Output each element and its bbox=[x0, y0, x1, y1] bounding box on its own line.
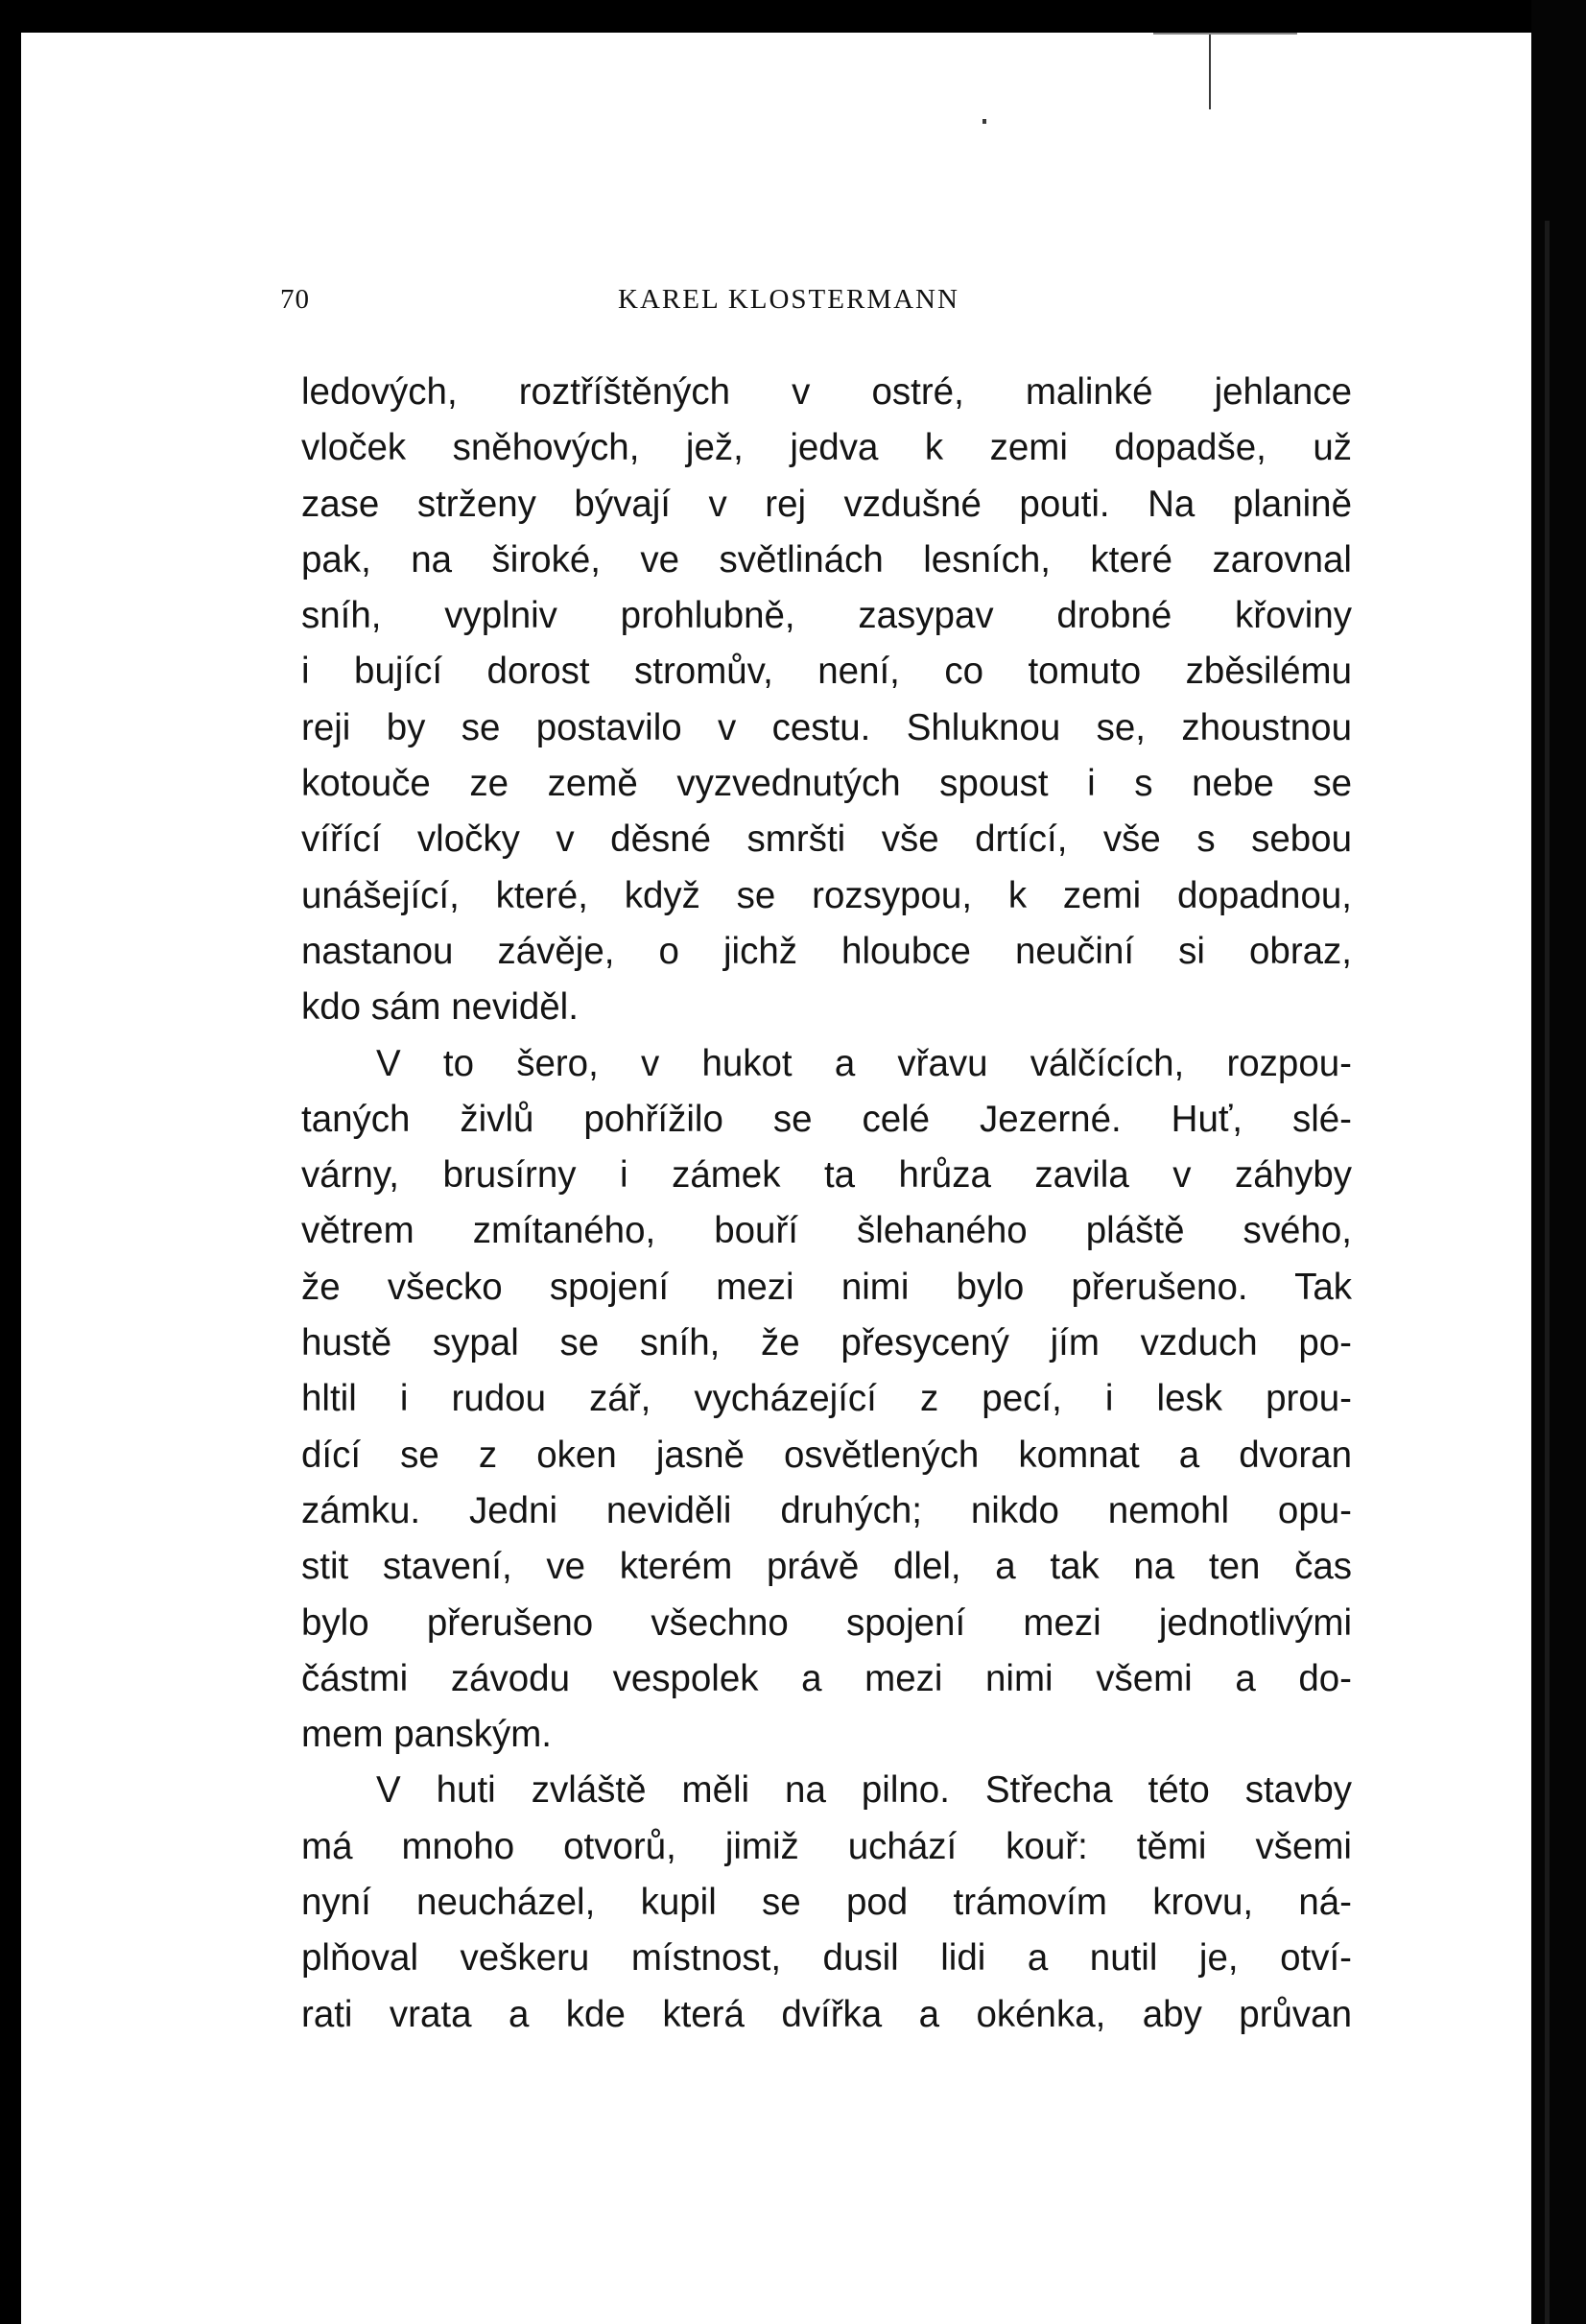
page-edge bbox=[1545, 221, 1550, 2324]
body-text bbox=[301, 365, 1352, 2043]
text-line: i bující dorost stromův, není, co tomuto zběsilému bbox=[301, 651, 1352, 693]
text-line: zase strženy bývají v rej vzdušné pouti. Na planině bbox=[301, 483, 1352, 525]
text-line: částmi závodu vespolek a mezi nimi všemi a do- bbox=[301, 1657, 1352, 1699]
book-page bbox=[21, 33, 1531, 2324]
text-line: že všecko spojení mezi nimi bylo přerušeno. Tak bbox=[301, 1266, 1352, 1308]
page-header bbox=[280, 284, 1029, 322]
text-line: zámku. Jedni neviděli druhých; nikdo nemohl opu- bbox=[301, 1489, 1352, 1531]
text-line: má mnoho otvorů, jimiž uchází kouř: těmi všemi bbox=[301, 1825, 1352, 1867]
book-spine-shadow bbox=[1531, 0, 1586, 2324]
text-line: mem panským. bbox=[301, 1714, 553, 1756]
text-line: unášející, které, když se rozsypou, k zemi dopadnou, bbox=[301, 874, 1352, 916]
text-line: plňoval veškeru místnost, dusil lidi a nutil je, otví- bbox=[301, 1937, 1352, 1980]
scan-artifact-line bbox=[1153, 33, 1297, 35]
page-number: 70 bbox=[280, 284, 310, 315]
text-line: dící se z oken jasně osvětlených komnat a dvoran bbox=[301, 1434, 1352, 1476]
text-line: kotouče ze země vyzvednutých spoust i s nebe se bbox=[301, 763, 1352, 805]
text-line: vloček sněhových, jež, jedva k zemi dopadše, už bbox=[301, 427, 1352, 469]
text-line: vířící vločky v děsné smršti vše drtící, vše s sebou bbox=[301, 818, 1352, 861]
scan-artifact-dot bbox=[982, 119, 986, 124]
text-line: ledových, roztříštěných v ostré, malinké jehlance bbox=[301, 371, 1352, 413]
text-line: reji by se postavilo v cestu. Shluknou se, zhoustnou bbox=[301, 706, 1352, 748]
paragraph-start-line: V to šero, v hukot a vřavu válčících, rozpou- bbox=[376, 1042, 1352, 1084]
text-line: kdo sám neviděl. bbox=[301, 986, 579, 1029]
text-line: větrem zmítaného, bouří šlehaného pláště svého, bbox=[301, 1210, 1352, 1252]
text-line: taných živlů pohřížilo se celé Jezerné. Huť, slé- bbox=[301, 1098, 1352, 1140]
running-head: KAREL KLOSTERMANN bbox=[618, 284, 959, 315]
scan-artifact-line bbox=[1209, 33, 1211, 109]
text-line: nastanou závěje, o jichž hloubce neučiní si obraz, bbox=[301, 930, 1352, 972]
text-line: bylo přerušeno všechno spojení mezi jednotlivými bbox=[301, 1601, 1352, 1644]
paragraph-start-line: V huti zvláště měli na pilno. Střecha této stavby bbox=[376, 1769, 1352, 1812]
text-line: várny, brusírny i zámek ta hrůza zavila v záhyby bbox=[301, 1154, 1352, 1197]
text-line: nyní neucházel, kupil se pod trámovím krovu, ná- bbox=[301, 1882, 1352, 1924]
text-line: hltil i rudou zář, vycházející z pecí, i lesk prou- bbox=[301, 1378, 1352, 1420]
text-line: hustě sypal se sníh, že přesycený jím vzduch po- bbox=[301, 1322, 1352, 1364]
text-line: pak, na široké, ve světlinách lesních, které zarovnal bbox=[301, 538, 1352, 581]
text-line: sníh, vyplniv prohlubně, zasypav drobné křoviny bbox=[301, 595, 1352, 637]
text-line: stit stavení, ve kterém právě dlel, a tak na ten čas bbox=[301, 1546, 1352, 1588]
text-line: rati vrata a kde která dvířka a okénka, aby průvan bbox=[301, 1993, 1352, 2035]
